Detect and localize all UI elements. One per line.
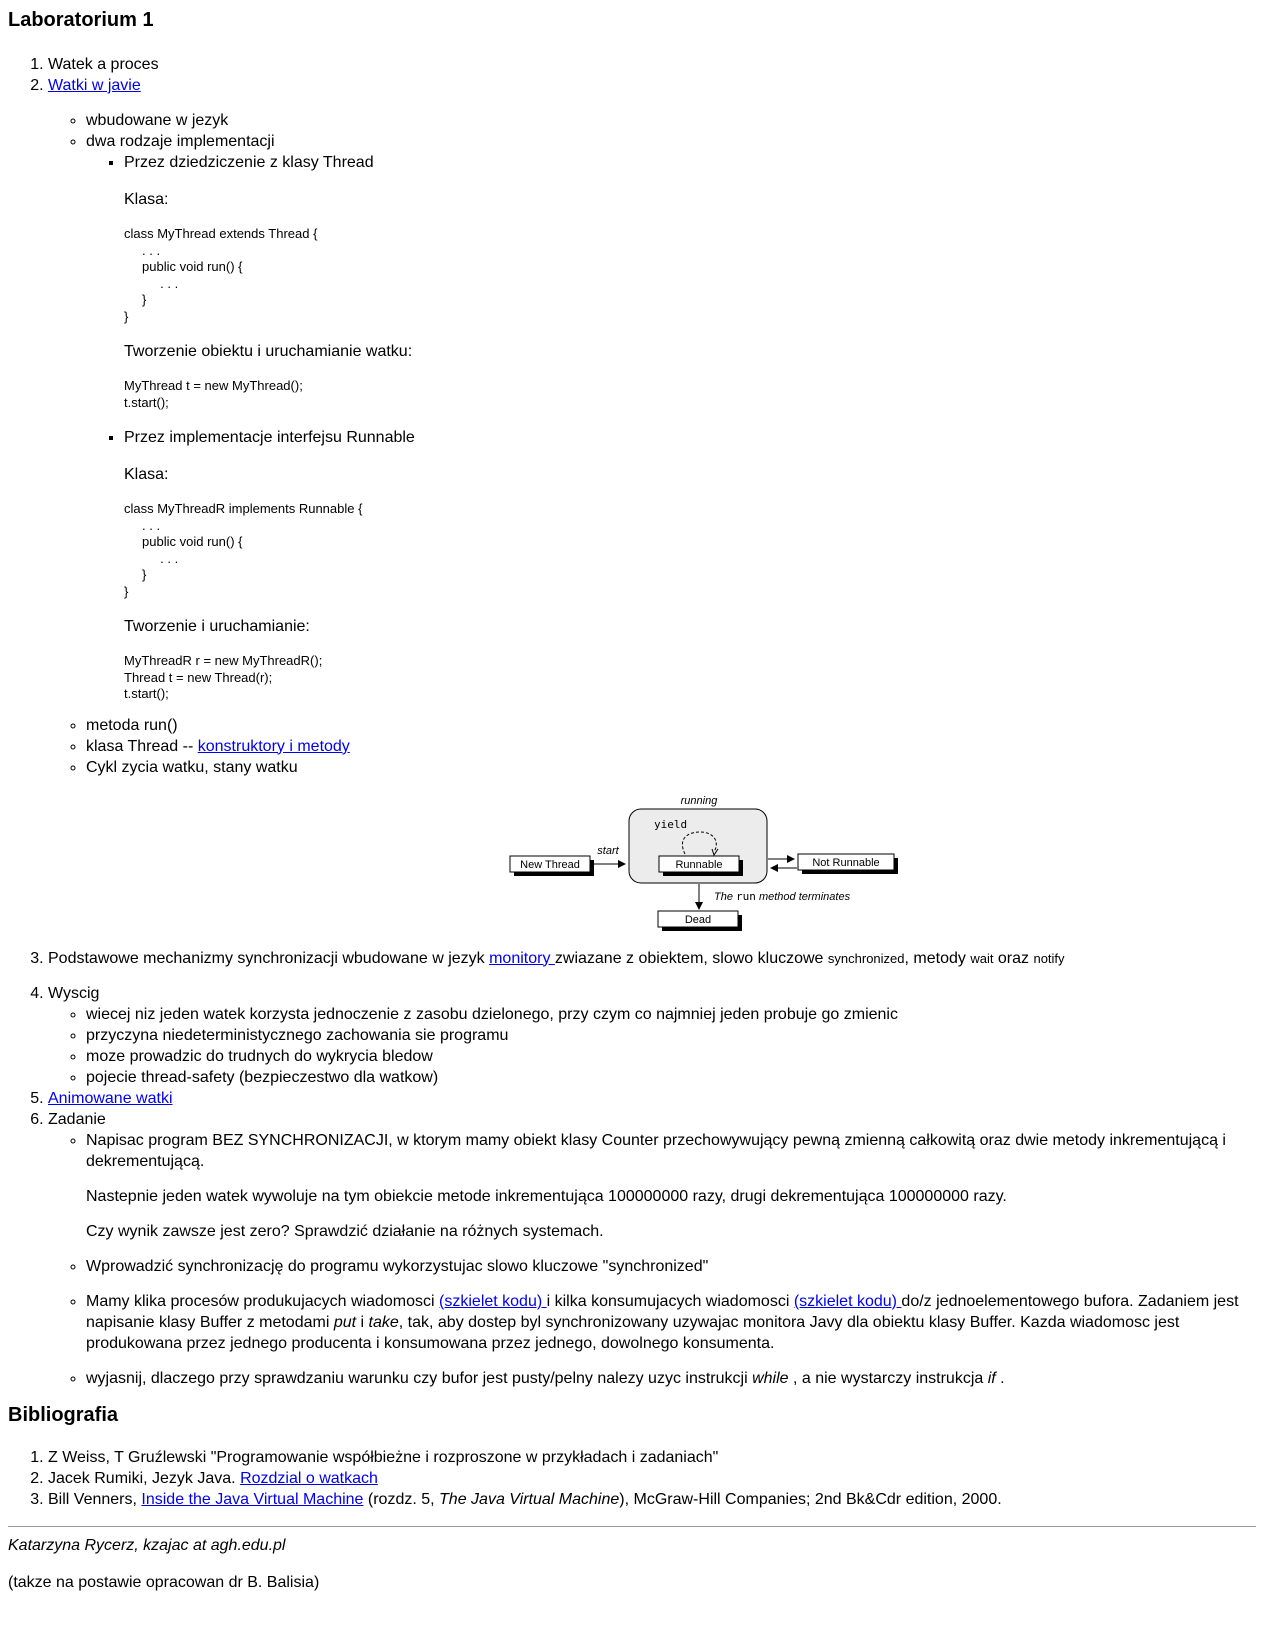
runnable-label: Runnable <box>675 858 723 871</box>
not-runnable-label: Not Runnable <box>812 856 880 869</box>
list-item: ◦ przyczyna niedeterministycznego zachowania sie programu <box>86 1025 1256 1046</box>
yield-label: yield <box>654 817 688 831</box>
list-item: ◦ Napisac program BEZ SYNCHRONIZACJI, w ktorym mamy obiekt klasy Counter przechowywujący pewną zmienną całkowitą oraz dwie metody inkrementującą i dekrementującą. Nastepnie jeden watek wywoluje na tym obiekcie metode inkrementująca 100000000 razy, drugi dekrementująca 100000000 razy. Czy wynik zawsze jest zero? Sprawdzić działanie na różnych systemach. <box>86 1130 1256 1242</box>
list-item: ◦ moze prowadzic do trudnych do wykrycia bledow <box>86 1046 1256 1067</box>
list-item: 3. Podstawowe mechanizmy synchronizacji wbudowane w jezyk monitory zwiazane z obiektem, slowo kluczowe synchronized, metody wait oraz notify <box>48 948 1256 969</box>
new-thread-label: New Thread <box>520 858 580 871</box>
rozdzial-link[interactable]: Rozdzial o watkach <box>240 1469 378 1487</box>
list-item: 2. Jacek Rumiki, Jezyk Java. Rozdzial o watkach <box>48 1468 1256 1489</box>
code-block: MyThreadR r = new MyThreadR(); Thread t = new Thread(r); t.start(); <box>124 653 323 701</box>
start-label: start <box>597 844 619 857</box>
jvm-link[interactable]: Inside the Java Virtual Machine <box>141 1490 364 1508</box>
list-item: ◦ Mamy klika procesów produkujacych wiadomosci (szkielet kodu) i kilka konsumujacych wiadomosci (szkielet kodu) do/z jednoelementowego bufora. Zadaniem jest napisanie klasy Buffer z metodami put i take, tak, aby dostep byl synchronizowany uzywajac monitora Javy dla obiektu klasy Buffer. Kazda wiadomosc jest produkowana przez jednego producenta i konsumowana przez jednego, dowolnego konsumenta. <box>86 1291 1256 1354</box>
code-block: class MyThreadR implements Runnable { . . . public void run() { . . . } } <box>124 501 363 599</box>
dead-label: Dead <box>684 913 712 926</box>
list-item: ▪ Przez implementacje interfejsu Runnable Klasa: class MyThreadR implements Runnable { . . . public void run() { . . . } } Tworzenie i uruchamianie: MyThreadR r = new MyThreadR(); Thread t = new Thread(r); t.start(); <box>124 427 1256 703</box>
list-item: ◦ wbudowane w jezyk <box>86 110 1256 131</box>
list-item: 3. Bill Venners, Inside the Java Virtual Machine (rozdz. 5, The Java Virtual Machine), McGraw-Hill Companies; 2nd Bk&Cdr edition, 2000. <box>48 1489 1256 1510</box>
list-item: 1. Watek a proces <box>48 54 1256 75</box>
skeleton-link-consumer[interactable]: (szkielet kodu) <box>793 1292 902 1310</box>
footer-note: (takze na postawie opracowan dr B. Balisia) <box>8 1573 320 1591</box>
code-block: class MyThread extends Thread { . . . public void run() { . . . } } <box>124 226 318 324</box>
threads-sublist <box>48 110 1256 778</box>
skeleton-link-producer[interactable]: (szkielet kodu) <box>439 1292 547 1310</box>
monitory-link[interactable]: monitory <box>489 949 555 967</box>
terminates-label: The run method terminates <box>714 889 851 903</box>
running-label: running <box>680 794 718 807</box>
keyword: synchronized <box>827 950 905 966</box>
klasa-label: Klasa: <box>124 466 169 483</box>
race-sublist <box>48 1004 1256 1088</box>
task-sublist <box>48 1130 1256 1389</box>
list-item <box>48 75 1256 942</box>
diagram-svg <box>478 792 918 942</box>
main-list <box>8 54 1256 1389</box>
code-block: MyThread t = new MyThread(); t.start(); <box>124 378 303 410</box>
watki-link[interactable]: Watki w javie <box>48 77 141 94</box>
list-item: ◦ dwa rodzaje implementacji ▪ Przez dziedziczenie z klasy Thread Klasa: class MyThread extends Thread { . . . public void run() { . . . } } Tworzenie obiektu i uruchamianie watku: MyThread t = new MyThread(); t.start(); ▪ Przez implementacje interfejsu Runnable Klasa: class MyThreadR implements Runnable { . . . public void run() { . . . } } Tworzenie i uruchamianie: MyThreadR r = new MyThreadR(); Thread t = new Thread(r); t.start(); <box>86 131 1256 703</box>
list-item: ◦ Cykl zycia watku, stany watku <box>86 757 1256 778</box>
klasa-label: Klasa: <box>124 191 169 208</box>
bibliography-list <box>8 1447 1256 1510</box>
konstruktory-link[interactable]: konstruktory i metody <box>197 737 350 755</box>
list-item: 4. Wyscig ◦ wiecej niz jeden watek korzysta jednoczenie z zasobu dzielonego, przy czym co najmniej jeden probuje go zmienic ◦ przyczyna niedeterministycznego zachowania sie programu ◦ moze prowadzic do trudnych do wykrycia bledow ◦ pojecie thread-safety (bezpieczestwo dla watkow) <box>48 983 1256 1088</box>
list-item: ◦ metoda run() <box>86 715 1256 736</box>
thread-lifecycle-diagram <box>48 792 1256 942</box>
list-item: 1. Z Weiss, T Gruźlewski "Programowanie współbieżne i rozproszone w przykładach i zadaniach" <box>48 1447 1256 1468</box>
keyword: notify <box>1033 950 1065 966</box>
list-item <box>48 1088 1256 1109</box>
create-label: Tworzenie i uruchamianie: <box>124 618 310 635</box>
list-item: ◦ wyjasnij, dlaczego przy sprawdzaniu warunku czy bufor jest pusty/pelny nalezy uzyc instrukcji while , a nie wystarczy instrukcja if . <box>86 1368 1256 1389</box>
list-item: 6. Zadanie ◦ Napisac program BEZ SYNCHRONIZACJI, w ktorym mamy obiekt klasy Counter przechowywujący pewną zmienną całkowitą oraz dwie metody inkrementującą i dekrementującą. Nastepnie jeden watek wywoluje na tym obiekcie metode inkrementująca 100000000 razy, drugi dekrementująca 100000000 razy. Czy wynik zawsze jest zero? Sprawdzić działanie na różnych systemach. ◦ Wprowadzić synchronizację do programu wykorzystujac slowo kluczowe "synchronized" ◦ Mamy klika procesów produkujacych wiadomosci (szkielet kodu) i kilka konsumujacych wiadomosci (szkielet kodu) do/z jednoelementowego bufora. Zadaniem jest napisanie klasy Buffer z metodami put i take, tak, aby dostep byl synchronizowany uzywajac monitora Javy dla obiektu klasy Buffer. Kazda wiadomosc jest produkowana przez jednego producenta i konsumowana przez jednego, dowolnego konsumenta. ◦ wyjasnij, dlaczego przy sprawdzaniu warunku czy bufor jest pusty/pelny nalezy uzyc instrukcji while , a nie wystarczy instrukcja if . <box>48 1109 1256 1389</box>
keyword: wait <box>970 950 994 966</box>
list-item: ◦ wiecej niz jeden watek korzysta jednoczenie z zasobu dzielonego, przy czym co najmniej jeden probuje go zmienic <box>86 1004 1256 1025</box>
animowane-link[interactable]: Animowane watki <box>48 1089 173 1107</box>
list-item: ▪ Przez dziedziczenie z klasy Thread Klasa: class MyThread extends Thread { . . . public void run() { . . . } } Tworzenie obiektu i uruchamianie watku: MyThread t = new MyThread(); t.start(); <box>124 152 1256 411</box>
bibliography-title: Bibliografia <box>8 1403 119 1426</box>
impl-sublist <box>86 152 1256 703</box>
divider <box>8 1526 1256 1527</box>
list-item: ◦ pojecie thread-safety (bezpieczestwo dla watkow) <box>86 1067 1256 1088</box>
create-label: Tworzenie obiektu i uruchamianie watku: <box>124 343 413 360</box>
page-title: Laboratorium 1 <box>8 9 154 31</box>
list-item: ◦ Wprowadzić synchronizację do programu wykorzystujac slowo kluczowe "synchronized" <box>86 1256 1256 1277</box>
author-signature: Katarzyna Rycerz, kzajac at agh.edu.pl <box>8 1536 286 1554</box>
list-item: ◦ klasa Thread -- konstruktory i metody <box>86 736 1256 757</box>
